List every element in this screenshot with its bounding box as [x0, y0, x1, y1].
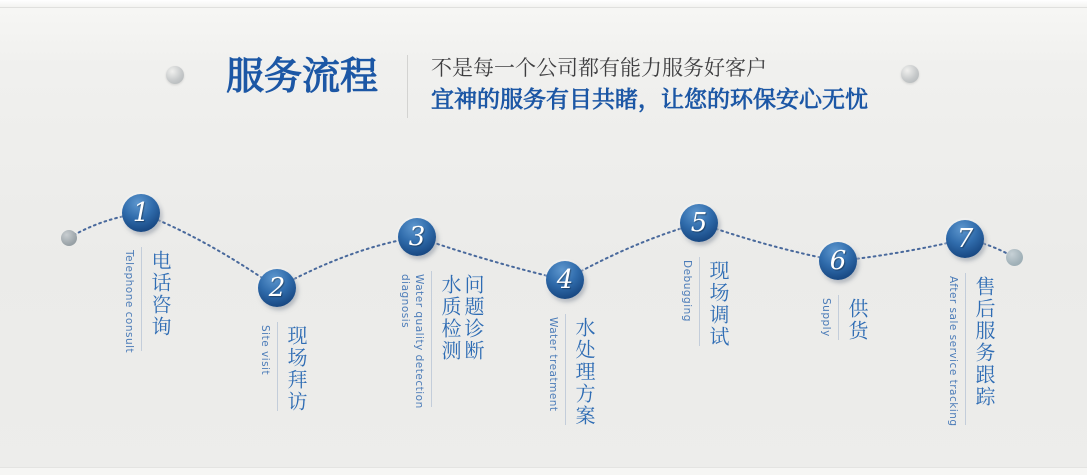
step-number: 7 — [956, 224, 974, 254]
step-number: 3 — [408, 222, 426, 252]
step-7-number-badge — [946, 220, 984, 258]
step-6-label-en: Supply — [820, 298, 832, 337]
step-5-label — [680, 260, 728, 348]
step-2-number-badge — [258, 269, 296, 307]
step-1-label — [122, 250, 170, 353]
subtitle-line1: 不是每一个公司都有能力服务好客户 — [431, 57, 767, 80]
label-divider — [699, 257, 700, 346]
step-6-label-zh: 供货 — [845, 298, 867, 342]
step-4-label — [546, 317, 594, 427]
step-1-label-en: Telephone consult — [123, 250, 135, 354]
step-4-label-zh: 水处理方案 — [572, 317, 594, 427]
step-7-label — [946, 276, 994, 427]
step-3-label — [398, 274, 483, 409]
step-6-label — [819, 298, 867, 342]
path-start-dot — [61, 230, 77, 246]
step-3-label-en-line1: Water quality detection — [413, 274, 425, 409]
step-2-label — [258, 325, 306, 413]
section-title: 服务流程 — [226, 56, 379, 98]
header-divider — [407, 55, 408, 118]
label-divider — [565, 314, 566, 425]
step-5-label-en: Debugging — [681, 260, 693, 322]
label-divider — [431, 271, 432, 407]
step-7-label-zh: 售后服务跟踪 — [972, 276, 994, 408]
section-subtitle — [431, 58, 868, 111]
step-number: 1 — [132, 198, 150, 228]
step-5-label-zh: 现场调试 — [706, 260, 728, 348]
step-number: 5 — [690, 208, 708, 238]
label-divider — [965, 273, 966, 425]
label-divider — [141, 247, 142, 351]
label-divider — [838, 295, 839, 340]
step-5-number-badge — [680, 204, 718, 242]
step-3-label-en-line2: diagnosis — [399, 274, 411, 329]
step-2-label-en: Site visit — [259, 325, 271, 376]
step-1-label-zh: 电话咨询 — [148, 250, 170, 338]
step-6-number-badge — [819, 242, 857, 280]
step-3-number-badge — [398, 218, 436, 256]
step-3-label-zh — [437, 274, 483, 362]
step-number: 4 — [556, 265, 574, 295]
step-1-number-badge — [122, 194, 160, 232]
label-divider — [277, 322, 278, 411]
step-3-label-en — [398, 274, 426, 409]
step-4-number-badge — [546, 261, 584, 299]
step-number: 2 — [268, 273, 286, 303]
step-3-label-zh-line1: 水质检测 — [438, 274, 460, 362]
step-4-label-en: Water treatment — [547, 317, 559, 412]
step-2-label-zh: 现场拜访 — [284, 325, 306, 413]
step-7-label-en: After sale service tracking — [947, 276, 959, 427]
step-3-label-zh-line2: 问题诊断 — [461, 274, 483, 362]
step-number: 6 — [829, 246, 847, 276]
path-end-dot — [1006, 249, 1023, 266]
subtitle-line2: 宜神的服务有目共睹，让您的环保安心无忧 — [431, 86, 868, 113]
